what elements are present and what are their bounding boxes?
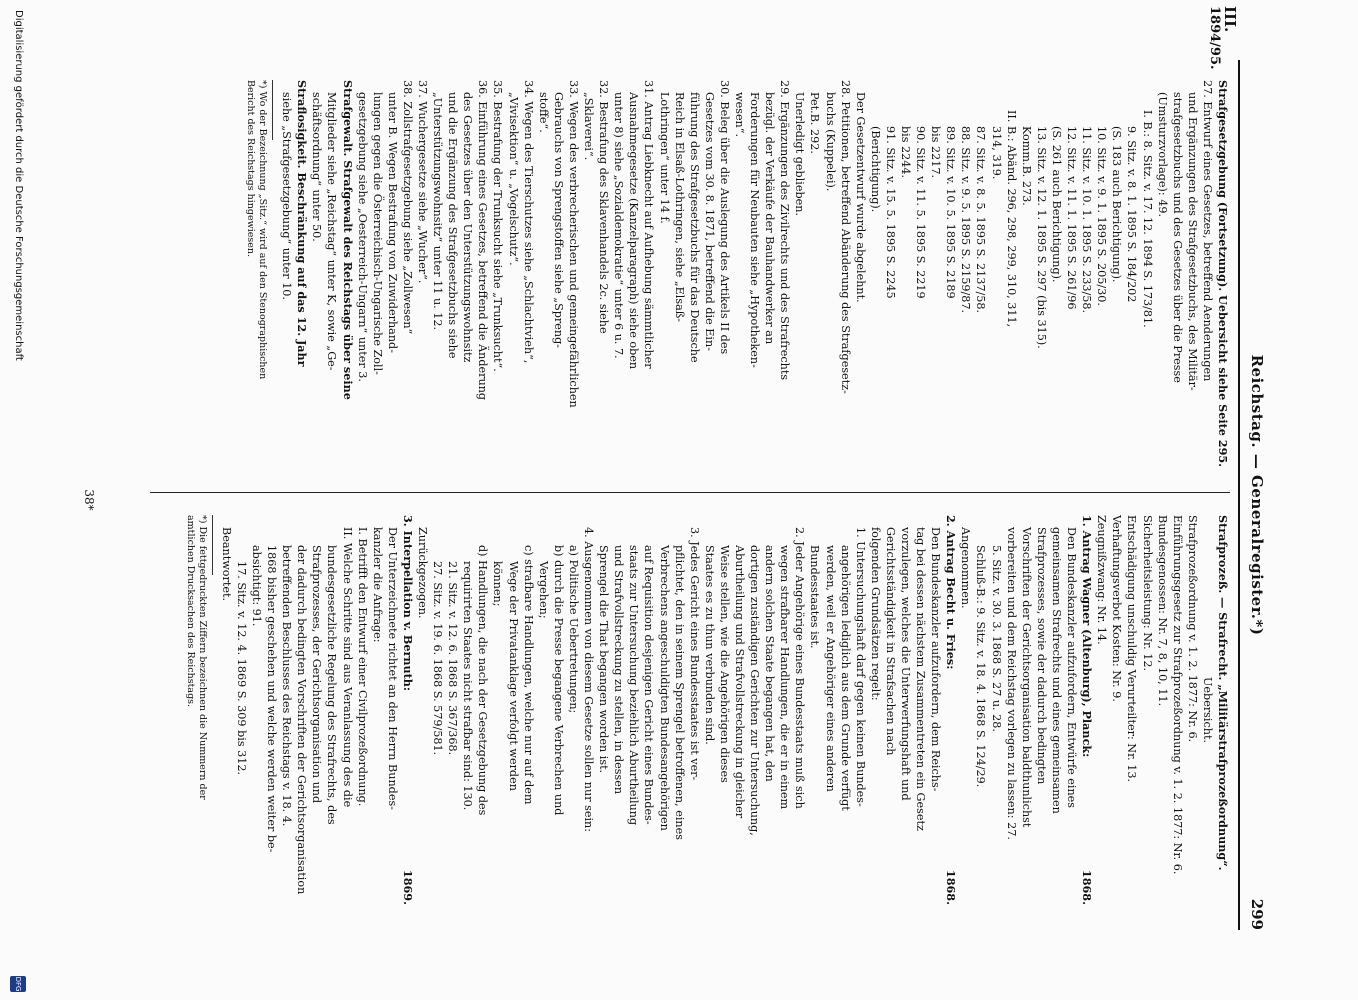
left-entry-line: 9. Sitz. v. 8. 1. 1895 S. 184/202 xyxy=(1125,126,1139,303)
right-entry-line: 17. Sitz. v. 12. 4. 1869 S. 309 bis 312. xyxy=(234,561,248,776)
footnote-rule xyxy=(212,515,213,575)
right-entry-line: andern solchen Staate begangen hat, den xyxy=(763,545,777,782)
left-entry-line: 88. Sitz. v. 9. 5. 1895 S. 2159/87. xyxy=(959,126,973,314)
right-entry-line: Strafprozeßordnung v. 1. 2. 1877: Nr. 6. xyxy=(1185,515,1199,743)
right-entry-line: 3. Jedes Gericht eines Bundesstaates ist ver- xyxy=(687,527,701,781)
right-entry-line: Bundesstaates ist. xyxy=(808,545,822,649)
right-entry-line: tag bei dessen nächstem Zusammentreten ein Gesetz xyxy=(914,527,928,831)
left-entry-line: Gesetzes vom 30. 8. 1871, betreffend die Ein- xyxy=(702,92,716,351)
credit-text: Digitalisierung gefördert durch die Deutsche Forschungsgemeinschaft xyxy=(13,10,24,361)
left-entry-line: führung des Strafgesetzbuchs für das Deutsche xyxy=(687,92,701,363)
year-marker: 1868. xyxy=(1080,869,1095,905)
right-entry-line: 2. Jeder Angehörige eines Bundesstaats muß sich xyxy=(793,527,807,809)
right-entry-line: vorzulegen, welches die Unterwerfungshaft und xyxy=(899,527,913,801)
left-entry-line: 32. Bestrafung des Sklavenhandels 2c. siehe xyxy=(597,80,611,334)
left-entry-line: 12. Sitz. v. 11. 1. 1895 S. 261/96 xyxy=(1065,126,1079,310)
left-entry-line: stoffe“. xyxy=(536,92,550,133)
right-entry-line: Schluß-B.: 9. Sitz. v. 18. 4. 1868 S. 124/29. xyxy=(974,545,988,788)
left-entry-line: Forderungen für Neubauten siehe „Hypotheken- xyxy=(748,92,762,368)
page-title: Reichstag. — Generalregister.*) xyxy=(1248,354,1266,636)
right-entry-line: c) strafbare Handlungen, welche nur auf dem xyxy=(521,545,535,805)
right-entry-line: 1868 bisher geschehen und welche werden weiter be- xyxy=(265,545,279,853)
section-years: 1894/95. xyxy=(1207,6,1222,70)
left-entry-line: gesetzgebung siehe „Oesterreich-Ungarn“ unter 3. xyxy=(355,92,369,382)
right-entry-line: 1. Antrag Wagner (Altenburg), Planck: 1868. xyxy=(1080,515,1095,905)
right-entry-line: Uebersicht. xyxy=(1200,676,1214,744)
column-divider xyxy=(150,492,1230,493)
footnote-rule xyxy=(272,80,273,140)
right-entry-line: Beantwortet. xyxy=(219,527,233,602)
left-entry-line: Ausnahmegesetze (Kanzelparagraph) siehe oben xyxy=(627,92,641,370)
right-footnote: amtlichen Drucksachen des Reichstags. xyxy=(184,515,196,708)
left-entry-line: (Berichtigung). xyxy=(868,126,882,213)
digitization-credit xyxy=(6,0,28,1000)
left-entry-line: I. B.: 8. Sitz. v. 17. 12. 1894 S. 173/81. xyxy=(1140,110,1154,328)
left-entry-line: (S. 261 auch Berichtigung). xyxy=(1049,126,1063,283)
right-entry-line: Aburtheilung und Strafvollstreckung in gleicher xyxy=(733,545,746,819)
left-entry-line: 34. Wegen des Tierschutzes siehe „Schlachtvieh“, xyxy=(521,80,535,364)
left-entry-line: 29. Ergänzungen des Zivilrechts und des Strafrechts xyxy=(778,80,792,381)
right-entry-line: Den Bundeskanzler aufzufordern, dem Reichs- xyxy=(929,527,943,792)
right-entry-line: Strafprozesses, der Gerichtsorganisation und xyxy=(310,545,324,804)
right-entry-line: Gerichtsständigkeit in Strafsachen nach xyxy=(883,527,897,756)
right-entry-line: Entschädigung unschuldig Verurteilter: Nr. 13. xyxy=(1125,515,1139,783)
left-entry-line: „Sklaverei“. xyxy=(582,92,596,161)
left-entry-line: schäftsordnung“ unter 50. xyxy=(310,92,324,242)
left-entry-line: 89. Sitz. v. 10. 5. 1895 S. 2189 xyxy=(944,126,958,299)
left-entry-line: 36. Einführung eines Gesetzes, betreffend die Änderung xyxy=(476,80,490,401)
left-entry-line: 30. Beleg über die Auslegung des Artikels II des xyxy=(717,80,731,355)
right-entry-line: Sprengel die That begangen worden ist. xyxy=(597,545,611,774)
right-entry-line: 4. Ausgenommen von diesem Gesetze sollen nur sein: xyxy=(582,527,596,833)
left-column xyxy=(244,80,1230,470)
left-entry-line: 11. Sitz. v. 10. 1. 1895 S. 233/58. xyxy=(1080,126,1094,314)
left-entry-line: Straflosigkeit. Beschränkung auf das 12. Jahr xyxy=(295,80,310,367)
left-entry-line: und Ergänzungen des Strafgesetzbuchs, des Militär- xyxy=(1185,92,1199,391)
left-entry-line: „Unterstützungswohnsitz“ unter 11 u. 12. xyxy=(431,92,445,331)
dfg-logo: DFG xyxy=(10,976,26,992)
left-entry-line: „Vivisektion“ u. „Vogelschutz“. xyxy=(506,92,520,266)
left-entry-line: Der Gesetzentwurf wurde abgelehnt. xyxy=(853,92,867,303)
left-entry-line: bis 2244. xyxy=(899,126,913,179)
page-header xyxy=(1238,60,1270,930)
right-entry-line: und Strafvollstreckung zu stellen, in dessen xyxy=(612,545,626,795)
right-entry-line: 2. Antrag Becht u. Fries: 1868. xyxy=(944,515,959,905)
right-entry-line: Angenommen. xyxy=(959,527,973,609)
left-entry-line: Unerledigt geblieben. xyxy=(793,92,807,217)
left-entry-line: Pet.B. 292. xyxy=(808,92,822,154)
left-entry-line: Gebrauchs von Sprengstoffen siehe „Spreng- xyxy=(551,92,565,349)
left-entry-line: 87. Sitz. v. 8. 5. 1895 S. 2137/58. xyxy=(974,126,988,314)
right-entry-line: Strafprozeß. — Strafrecht. „Militärstrafprozeßordnung“. xyxy=(1216,515,1230,871)
right-entry-line: Zeugnißzwang: Nr. 14. xyxy=(1095,515,1109,645)
left-entry-line: wesen“. xyxy=(733,92,746,138)
left-entry-line: 33. Wegen des verbrecherischen und gemeingefährlichen xyxy=(566,80,580,408)
left-entry-line: 13. Sitz. v. 12. 1. 1895 S. 297 (bis 315). xyxy=(1034,126,1048,349)
left-entry-line: 91. Sitz. v. 15. 5. 1895 S. 2245 xyxy=(883,126,897,299)
right-entry-line: Einführungsgesetz zur Strafprozeßordnung v. 1. 2. 1877: Nr. 6. xyxy=(1170,515,1184,875)
right-entry-line: Verhaftungsverbot Kosten: Nr. 9. xyxy=(1110,515,1124,702)
right-entry-line: d) Handlungen, die nach der Gesetzgebung des xyxy=(476,545,490,816)
right-entry-line: Vergehen; xyxy=(536,561,550,619)
right-entry-line: Weise stellen, wie die Angehörigen dieses xyxy=(717,545,731,783)
left-entry-line: strafgesetzbuchs und des Gesetzes über die Presse xyxy=(1170,92,1184,383)
right-entry-line: auf Requisition desjenigen Gericht eines Bundes- xyxy=(642,545,656,825)
right-entry-line: können; xyxy=(491,561,505,607)
left-entry-line: (Umsturzvorlage): 49. xyxy=(1155,92,1169,218)
page-number: 299 xyxy=(1248,898,1266,930)
right-entry-line: 1. Untersuchungshaft darf gegen keinen Bundes- xyxy=(853,527,867,807)
left-entry-line: buchs (Kuppelei). xyxy=(823,92,837,192)
left-entry-line: Lothringen“ unter 14 f. xyxy=(657,92,671,224)
left-entry-line: (S. 183 auch Berichtigung). xyxy=(1110,126,1124,283)
right-entry-line: Wege der Privatanklage verfolgt werden xyxy=(506,561,520,791)
right-entry-line: requirirten Staates nicht strafbar sind: 130. xyxy=(461,561,475,811)
year-marker: 1869. xyxy=(400,869,415,905)
right-entry-line: 5. Sitz. v. 30. 3. 1868 S. 27 u. 28. xyxy=(989,545,1003,732)
right-entry-line: 21. Sitz. v. 12. 6. 1868 S. 367/368. xyxy=(446,561,460,756)
right-entry-line: Vorschriften der Gerichtsorganisation baldthunlichst xyxy=(1019,527,1033,828)
right-entry-line: Den Bundeskanzler aufzufordern, Entwürfe eines xyxy=(1065,527,1079,809)
left-entry-line: 10. Sitz. v. 9. 1. 1895 S. 205/30. xyxy=(1095,126,1109,306)
right-entry-line: Sicherheitsleistung: Nr. 12. xyxy=(1140,515,1154,672)
year-marker: 1868. xyxy=(944,869,959,905)
left-entry-line: Strafgesetzgebung (Fortsetzung). Uebersicht siehe Seite 295. xyxy=(1216,80,1230,468)
right-entry-line: 27. Sitz. v. 19. 6. 1868 S. 579/581. xyxy=(431,561,445,756)
left-entry-line: 28. Petitionen, betreffend Abänderung des Strafgesetz- xyxy=(838,80,852,394)
left-footnote: *) Wo der Bezeichnung „Sitz.“ wird auf den Stenographischen xyxy=(257,80,269,380)
right-entry-line: Bundesgenossen: Nr. 7, 8, 10, 11. xyxy=(1155,515,1169,707)
right-entry-line: werden, weil er Angehöriger eines anderen xyxy=(823,545,837,792)
right-entry-line: Staates es zu thun verbunden sind. xyxy=(702,545,716,745)
left-entry-line: 37. Wuchergesetze siehe „Wucher“. xyxy=(416,80,430,284)
left-entry-line: unter 8) siehe „Sozialdemokratie“ unter 6 u. 7. xyxy=(612,92,626,359)
right-entry-line: staats zur Untersuchung beziehlich Aburtheilung xyxy=(627,545,641,826)
right-entry-line: Der Unterzeichnete richtet an den Herrn Bundes- xyxy=(385,527,399,810)
right-column xyxy=(184,515,1230,905)
right-entry-line: wegen strafbarer Handlungen, die er in einem xyxy=(778,545,792,810)
right-entry-line: pflichtet, den in seinem Sprengel betroffenen, eines xyxy=(672,545,686,840)
right-entry-line: a) Politische Uebertretungen; xyxy=(566,545,580,714)
right-entry-line: Verbrechens angeschuldigten Bundesangehörigen xyxy=(657,545,671,831)
right-footnote: *) Die fettgedruckten Ziffern bezeichnen die Nummern der xyxy=(196,515,208,800)
right-entry-line: betreffenden Beschlusses des Reichstags v. 18. 4. xyxy=(280,545,294,827)
section-numeral: III. xyxy=(1221,6,1239,33)
right-entry-line: vorbereiten und dem Reichstag vorlegen zu lassen: 27. xyxy=(1004,527,1018,840)
right-entry-line: folgenden Grundsätzen regelt: xyxy=(868,527,882,701)
left-entry-line: unter B. Wegen Bestrafung von Zuwiderhand- xyxy=(385,92,399,353)
left-entry-line: 27. Entwurf eines Gesetzes, betreffend Aenderungen xyxy=(1200,80,1214,382)
left-entry-line: 314, 319. xyxy=(989,126,1003,180)
right-entry-line: II. Welche Schritte sind aus Veranlassung des die xyxy=(340,527,354,808)
left-entry-line: 38. Zollstrafgesetzgebung siehe „Zollwesen“ xyxy=(400,80,414,335)
left-entry-line: bis 2217. xyxy=(929,126,943,179)
left-entry-line: siehe „Strafgesetzgebung“ unter 10. xyxy=(280,92,294,300)
section-margin xyxy=(1206,6,1239,70)
right-entry-line: I. Betrifft den Entwurf einer Civilprozeßordnung. xyxy=(355,527,369,807)
right-entry-line: Zurückgezogen. xyxy=(416,527,430,619)
left-entry-line: und die Ergänzung des Strafgesetzbuchs siehe xyxy=(446,92,460,359)
left-entry-line: 90. Sitz. v. 11. 5. 1895 S. 2219 xyxy=(914,126,928,299)
left-entry-line: II. B.: Abänd. 296, 298, 299, 310, 311, xyxy=(1004,110,1018,328)
left-footnote: Bericht des Reichstags hingewiesen. xyxy=(245,80,257,258)
left-entry-line: 31. Antrag Liebknecht auf Aufhebung sämmtlicher xyxy=(642,80,656,369)
left-entry-line: Strafgewalt. Strafgewalt des Reichstags über seine xyxy=(340,80,355,400)
right-entry-line: Strafprozesses, sowie der dadurch bedingten xyxy=(1034,527,1048,785)
left-entry-line: 35. Bestrafung der Trunksucht siehe „Trunksucht“. xyxy=(491,80,505,372)
page-footer: 38* xyxy=(82,489,96,511)
right-entry-line: absichtigt: 91. xyxy=(250,545,263,627)
right-entry-line: angehörigen lediglich aus dem Grunde verfügt xyxy=(838,545,852,811)
right-entry-line: der dadurch bedingten Vorschriften der Gerichtsorganisation xyxy=(295,545,309,895)
right-entry-line: 3. Interpellation v. Bernuth: 1869. xyxy=(400,515,415,905)
right-entry-line: gemeinsamen Strafrechts und eines gemeinsamen xyxy=(1049,527,1063,814)
left-entry-line: Mitglieder siehe „Reichstag“ unter K, sowie „Ge- xyxy=(325,92,339,371)
right-entry-line: kanzler die Anfrage: xyxy=(370,527,384,643)
left-entry-line: lungen gegen die Österreichisch-Ungarische Zoll- xyxy=(370,92,384,375)
left-entry-line: Komm.B. 273. xyxy=(1019,126,1033,206)
left-entry-line: bezügl. der Verkäufe der Bauhandwerker an xyxy=(763,92,777,345)
left-entry-line: des Gesetzes über den Unterstützungswohnsitz xyxy=(461,92,475,363)
left-entry-line: Reich in Elsaß-Lothringen, siehe „Elsaß- xyxy=(672,92,686,323)
right-entry-line: b) durch die Presse begangene Verbrechen und xyxy=(551,545,565,816)
right-entry-line: bundesgesetzliche Regelung des Strafrechts, des xyxy=(325,545,339,825)
right-entry-line: dortigen zuständigen Gerichten zur Untersuchung, xyxy=(748,545,762,836)
